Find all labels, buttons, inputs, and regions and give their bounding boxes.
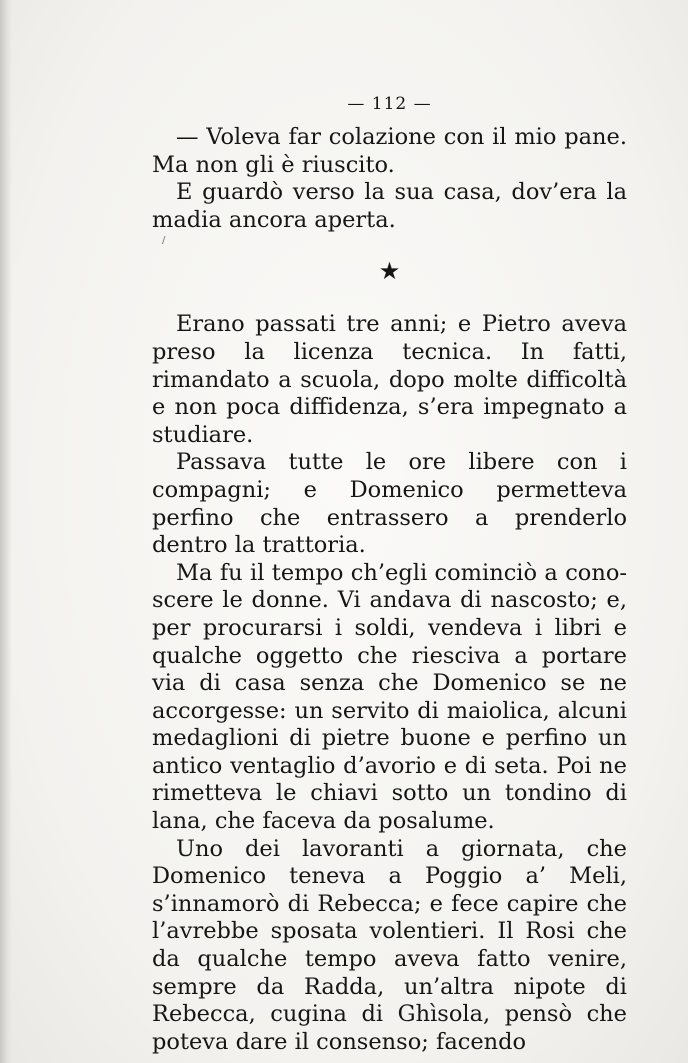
paragraph-3: Erano passati tre anni; e Pietro aveva preso la licenza tecnica. In fatti, rimandato a scuola, dopo molte difficoltà e non poca diffidenza, s’era impegnato a studiare. [152,311,627,448]
paragraph-5: Ma fu il tempo ch’egli cominciò a conoscere le donne. Vi andava di nascosto; e, per procurarsi i soldi, vendeva i libri e qualche oggetto che riesciva a portare via di casa senza che Domenico se ne accorgesse: un servito di maiolica, alcuni medaglioni di pietre buone e perfino un antico ventaglio d’avorio e di seta. Poi ne rimetteva le chiavi sotto un tondino di lana, che faceva da posalume. [152,559,627,835]
paragraph-4: Passava tutte le ore libere con i compagni; e Domenico permetteva perfino che entrassero a prenderlo dentro la trattoria. [152,449,627,559]
paragraph-6: Uno dei lavoranti a giornata, che Domenico teneva a Poggio a’ Meli, s’innamorò di Rebecca; e fece capire che l’avrebbe sposata volentieri. Il Rosi che da qualche tempo aveva fatto venire, sempre da Radda, un’altra nipote di Rebecca, cugina di Ghìsola, pensò che poteva dare il consenso; facendo [152,835,627,1055]
print-speck: / [162,235,166,246]
page-number: — 112 — [347,94,432,114]
text-block [152,90,627,1056]
paragraph-2: E guardò verso la sua casa, dov’era la madia ancora aperta. [152,179,627,233]
section-break-star-icon: ★ [378,257,401,286]
page-gutter-shadow [0,0,12,1063]
paragraph-1: — Voleva far colazione con il mio pane. Ma non gli è riuscito. [152,124,627,178]
